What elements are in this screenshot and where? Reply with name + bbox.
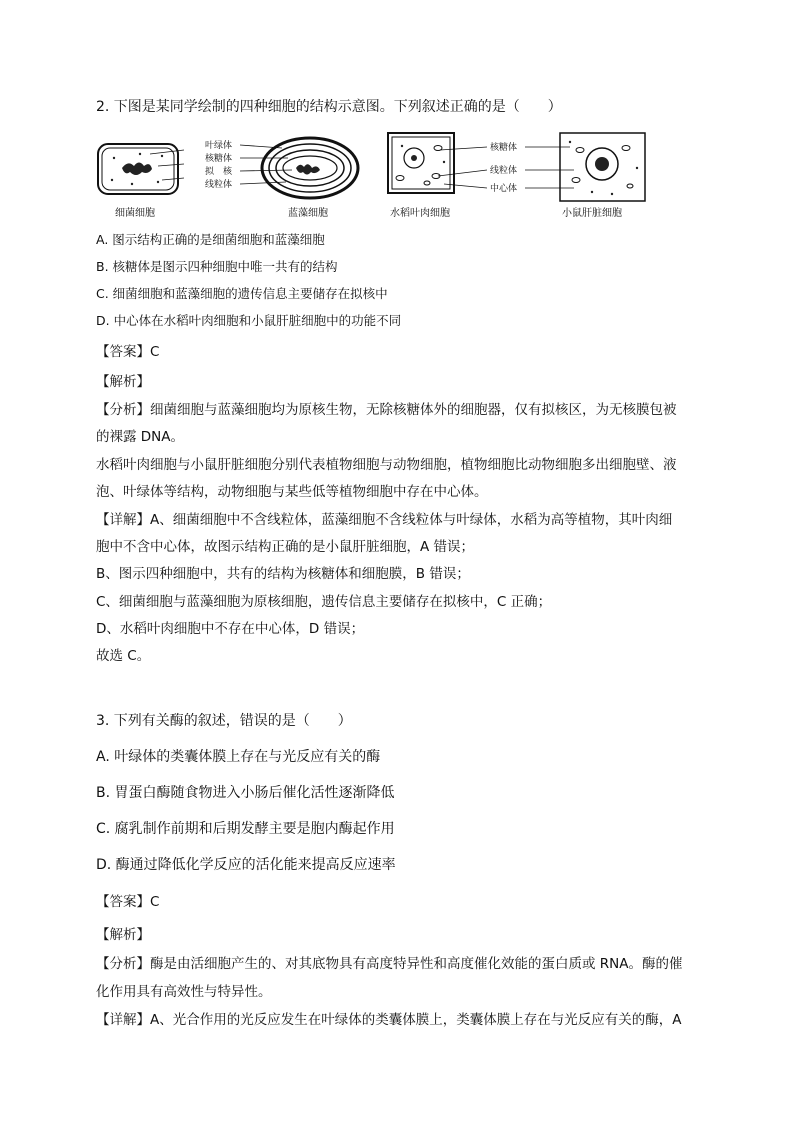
figure-labels-right [490, 141, 517, 194]
q2-analysis-line: 胞中不含中心体，故图示结构正确的是小鼠肝脏细胞，A 错误； [96, 539, 475, 555]
label-chloroplast: 叶绿体 [205, 141, 233, 151]
q3-stem: 3. 下列有关酶的叙述，错误的是（ ） [96, 713, 352, 729]
q3-answer: 【答案】C [96, 894, 160, 910]
q2-analysis-line: 泡、叶绿体等结构，动物细胞与某些低等植物细胞中存在中心体。 [96, 484, 488, 500]
q2-analysis-line: 的裸露 DNA。 [96, 429, 185, 445]
caption-mouse-liver-cell: 小鼠肝脏细胞 [562, 208, 622, 219]
caption-cyanobacterium: 蓝藻细胞 [288, 208, 328, 219]
caption-rice-leaf-cell: 水稻叶肉细胞 [390, 208, 450, 219]
q2-analysis-line: C、细菌细胞与蓝藻细胞为原核细胞，遗传信息主要储存在拟核中，C 正确； [96, 594, 552, 610]
label-nucleoid: 拟 核 [205, 167, 233, 177]
q2-analysis-line: D、水稻叶肉细胞中不存在中心体，D 错误； [96, 621, 365, 637]
q2-analysis-line: B、图示四种细胞中，共有的结构为核糖体和细胞膜，B 错误； [96, 566, 470, 582]
label-centriole: 中心体 [490, 184, 518, 194]
q2-option-b: B. 核糖体是图示四种细胞中唯一共有的结构 [96, 259, 338, 274]
q3-analysis-line: 化作用具有高效性与特异性。 [96, 984, 272, 1000]
caption-bacterial-cell: 细菌细胞 [115, 208, 155, 219]
q2-option-a: A. 图示结构正确的是细菌细胞和蓝藻细胞 [96, 232, 325, 247]
q3-analysis-line: 【分析】酶是由活细胞产生的、对其底物具有高度特异性和高度催化效能的蛋白质或 RNA。酶的催 [96, 956, 683, 972]
q3-option-a: A. 叶绿体的类囊体膜上存在与光反应有关的酶 [96, 749, 381, 765]
q2-analysis-line: 【详解】A、细菌细胞中不含线粒体，蓝藻细胞不含线粒体与叶绿体，水稻为高等植物，其叶肉细 [96, 512, 673, 528]
figure-labels-left [205, 139, 233, 190]
q3-analysis-title: 【解析】 [96, 927, 150, 943]
label-mitochondrion-right: 线粒体 [490, 166, 518, 176]
q2-option-c: C. 细菌细胞和蓝藻细胞的遗传信息主要储存在拟核中 [96, 286, 388, 301]
q3-option-b: B. 胃蛋白酶随食物进入小肠后催化活性逐渐降低 [96, 785, 395, 801]
q2-analysis-line: 水稻叶肉细胞与小鼠肝脏细胞分别代表植物细胞与动物细胞，植物细胞比动物细胞多出细胞壁、液 [96, 457, 677, 473]
label-mitochondrion-left: 线粒体 [205, 180, 233, 190]
q3-option-d: D. 酶通过降低化学反应的活化能来提高反应速率 [96, 857, 396, 873]
label-ribosome-right: 核糖体 [490, 143, 518, 153]
q2-analysis-line: 故选 C。 [96, 648, 151, 664]
cyanobacterium-drawing [262, 138, 358, 198]
q3-analysis-line: 【详解】A、光合作用的光反应发生在叶绿体的类囊体膜上，类囊体膜上存在与光反应有关的酶，A [96, 1012, 682, 1028]
mouse-liver-cell-drawing [560, 133, 645, 201]
q2-option-d: D. 中心体在水稻叶肉细胞和小鼠肝脏细胞中的功能不同 [96, 313, 402, 328]
q2-analysis-title: 【解析】 [96, 374, 150, 390]
q2-answer: 【答案】C [96, 344, 160, 360]
q3-option-c: C. 腐乳制作前期和后期发酵主要是胞内酶起作用 [96, 821, 395, 837]
bacterial-cell-drawing [98, 144, 178, 194]
q2-stem: 2. 下图是某同学绘制的四种细胞的结构示意图。下列叙述正确的是（ ） [96, 99, 562, 115]
label-ribosome-left: 核糖体 [205, 154, 233, 164]
q2-analysis-line: 【分析】细菌细胞与蓝藻细胞均为原核生物，无除核糖体外的细胞器，仅有拟核区，为无核膜包被 [96, 402, 677, 418]
cell-diagram-figure [92, 128, 652, 223]
